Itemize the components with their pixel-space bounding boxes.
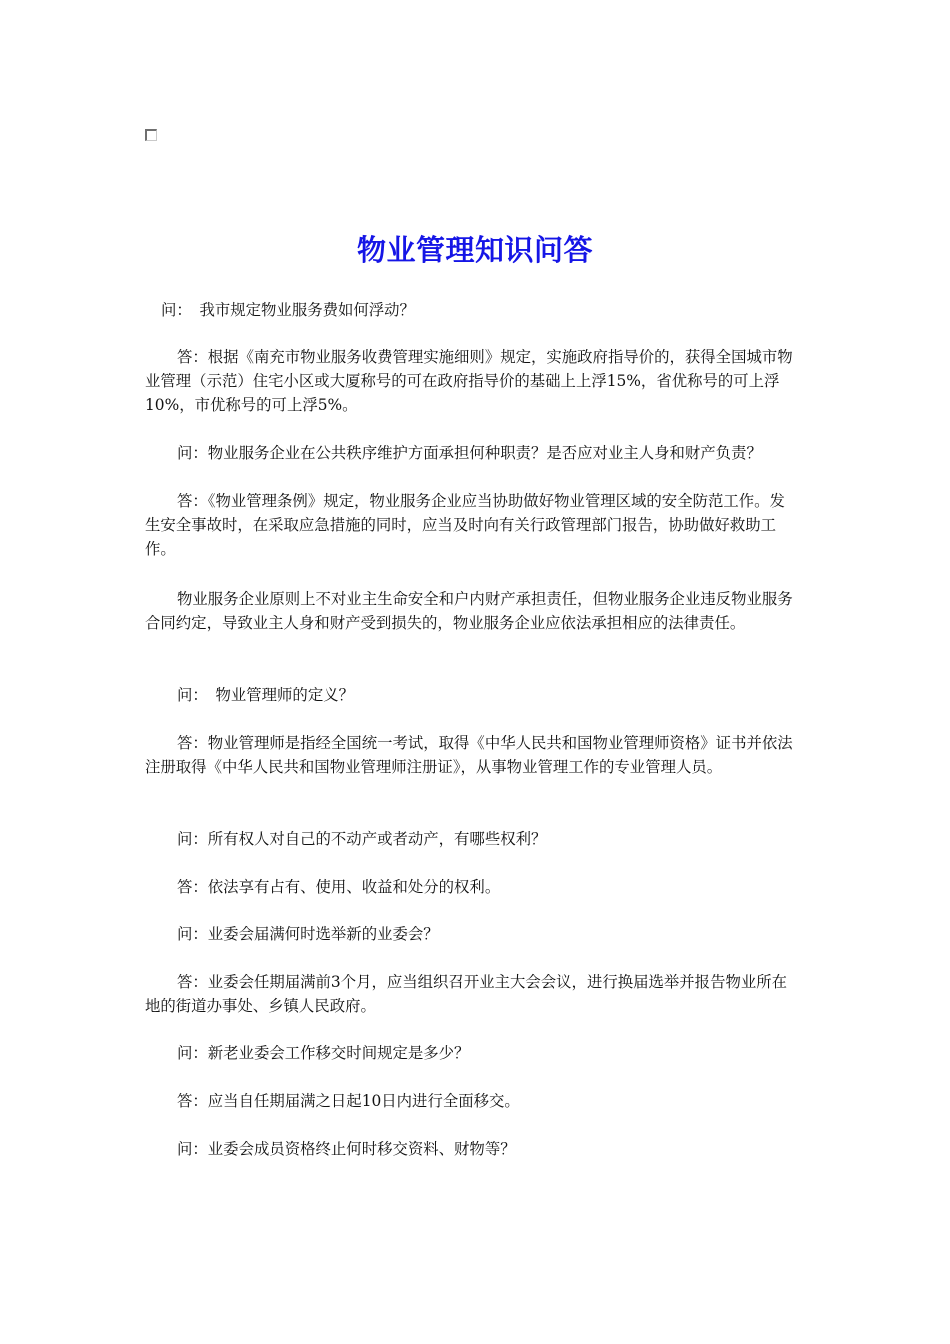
document-title: 物业管理知识问答 — [356, 233, 593, 267]
checkbox-icon[interactable] — [145, 129, 157, 141]
answer-paragraph: 答：业委会任期届满前3个月，应当组织召开业主大会会议，进行换届选举并报告物业所在地的街道办事处、乡镇人民政府。 — [145, 973, 788, 1015]
answer-paragraph: 答：依法享有占有、使用、收益和处分的权利。 — [177, 878, 501, 896]
question-paragraph: 问： 我市规定物业服务费如何浮动？ — [161, 301, 415, 319]
question-paragraph: 问：物业服务企业在公共秩序维护方面承担何种职责？是否应对业主人身和财产负责？ — [177, 444, 762, 462]
answer-paragraph: 答：应当自任期届满之日起10日内进行全面移交。 — [177, 1092, 520, 1110]
question-paragraph: 问：业委会届满何时选举新的业委会？ — [177, 925, 439, 943]
answer-paragraph: 答：根据《南充市物业服务收费管理实施细则》规定，实施政府指导价的，获得全国城市物业管理（示范）住宅小区或大厦称号的可在政府指导价的基础上上浮15%，省优称号的可上浮10%，市优称号的可上浮5%。 — [145, 348, 793, 414]
question-paragraph: 问：新老业委会工作移交时间规定是多少？ — [177, 1044, 470, 1062]
question-paragraph: 问：所有权人对自己的不动产或者动产，有哪些权利？ — [177, 830, 547, 848]
body-paragraph: 物业服务企业原则上不对业主生命安全和户内财产承担责任，但物业服务企业违反物业服务合同约定，导致业主人身和财产受到损失的，物业服务企业应依法承担相应的法律责任。 — [145, 590, 793, 632]
question-paragraph: 问： 物业管理师的定义？ — [177, 686, 354, 704]
question-paragraph: 问：业委会成员资格终止何时移交资料、财物等？ — [177, 1140, 516, 1158]
answer-paragraph: 答：《物业管理条例》规定，物业服务企业应当协助做好物业管理区域的安全防范工作。发生安全事故时，在采取应急措施的同时，应当及时向有关行政管理部门报告，协助做好救助工作。 — [145, 492, 785, 558]
answer-paragraph: 答：物业管理师是指经全国统一考试，取得《中华人民共和国物业管理师资格》证书并依法注册取得《中华人民共和国物业管理师注册证》，从事物业管理工作的专业管理人员。 — [145, 734, 793, 776]
